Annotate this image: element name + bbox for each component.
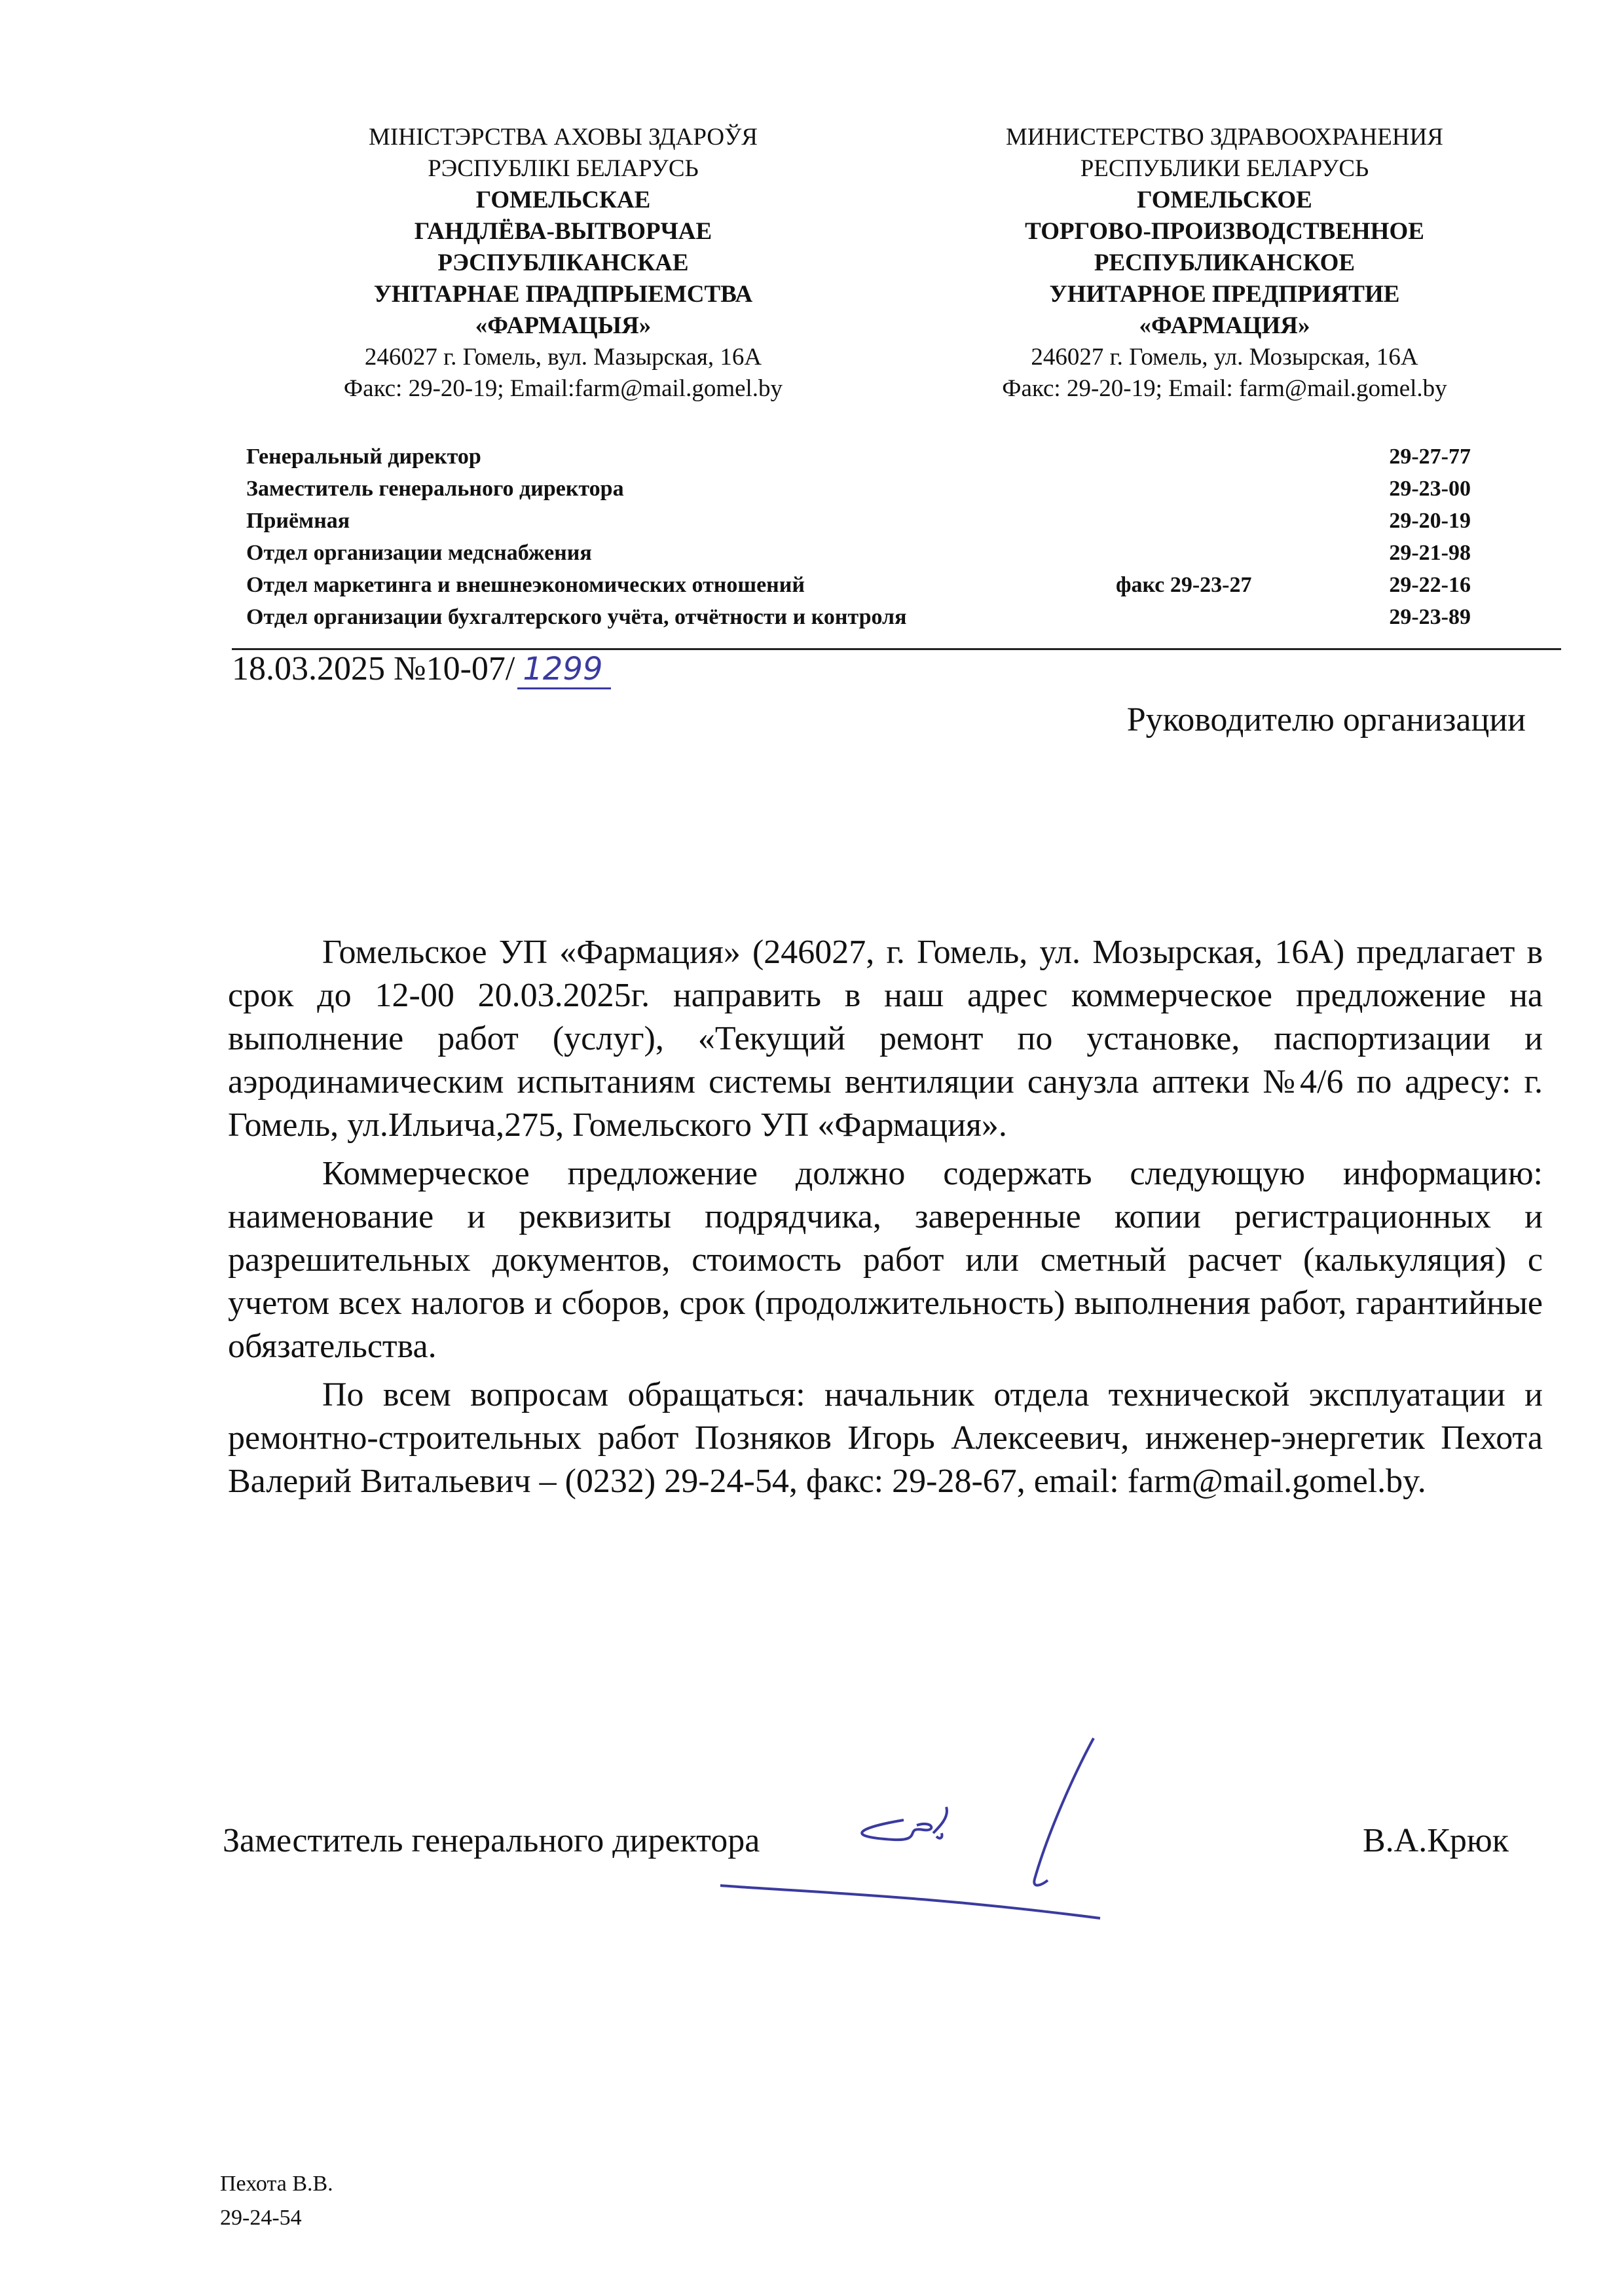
registration-number: 18.03.2025 №10-07/ — [232, 650, 515, 687]
letterhead-russian — [910, 122, 1539, 405]
executor-phone: 29-24-54 — [220, 2206, 302, 2230]
phone-department: Заместитель генерального директора — [246, 477, 624, 501]
signatory-name: В.А.Крюк — [1362, 1822, 1509, 1859]
executor-info — [220, 2167, 333, 2235]
letterhead-line: РЕСПУБЛИКИ БЕЛАРУСЬ — [1080, 155, 1369, 182]
phone-number: 29-27-77 — [1389, 445, 1471, 469]
letterhead-line: Факс: 29-20-19; Email: farm@mail.gomel.by — [1002, 375, 1447, 402]
letterhead-belarusian — [249, 122, 877, 405]
letterhead-line: ТОРГОВО-ПРОИЗВОДСТВЕННОЕ — [1025, 218, 1424, 245]
phone-department: Отдел организации медснабжения — [246, 541, 592, 565]
phone-department: Отдел организации бухгалтерского учёта, отчётности и контроля — [246, 605, 907, 629]
letterhead-line: «ФАРМАЦИЯ» — [1139, 312, 1310, 339]
letterhead-line: 246027 г. Гомель, ул. Мозырская, 16А — [1031, 344, 1418, 371]
body-paragraph: Коммерческое предложение должно содержать следующую информацию: наименование и реквизиты подрядчика, заверенные копии регистрационных и разрешительных документов, стоимость работ или сметный расчет (калькуляция) с учетом всех налогов и сборов, срок (продолжительность) выполнения работ, гарантийные обязательства. — [228, 1155, 1543, 1365]
phone-department: Приёмная — [246, 509, 350, 533]
body-paragraph: По всем вопросам обращаться: начальник отдела технической эксплуатации и ремонтно-строительных работ Позняков Игорь Алексеевич, инженер-энергетик Пехота Валерий Витальевич – (0232) 29-24-54, факс: 29-28-67, email: farm@mail.gomel.by. — [228, 1376, 1543, 1500]
letterhead-line: Факс: 29-20-19; Email:farm@mail.gomel.by — [343, 375, 783, 402]
letterhead-line: РЕСПУБЛИКАНСКОЕ — [1094, 249, 1356, 276]
letterhead-line: УНІТАРНАЕ ПРАДПРЫЕМСТВА — [373, 281, 753, 308]
executor-name: Пехота В.В. — [220, 2172, 333, 2196]
letterhead-line: РЭСПУБЛІКІ БЕЛАРУСЬ — [428, 155, 699, 182]
phone-row — [246, 601, 1471, 633]
phone-directory — [246, 441, 1471, 633]
phone-number: 29-23-00 — [1389, 477, 1471, 501]
letterhead-line: МІНІСТЭРСТВА АХОВЫ ЗДАРОЎЯ — [369, 124, 758, 151]
phone-department: Генеральный директор — [246, 445, 481, 469]
handwritten-outgoing-number: 1299 — [517, 651, 610, 689]
letterhead-line: ГАНДЛЁВА-ВЫТВОРЧАЕ — [414, 218, 712, 245]
letterhead-line: ГОМЕЛЬСКОЕ — [1137, 187, 1312, 213]
phone-number: 29-23-89 — [1389, 605, 1471, 629]
phone-number: 29-21-98 — [1389, 541, 1471, 565]
handwritten-signature — [707, 1728, 1126, 1925]
letterhead-line: РЭСПУБЛІКАНСКАЕ — [437, 249, 689, 276]
phone-number: 29-22-16 — [1389, 573, 1471, 597]
phone-row — [246, 505, 1471, 537]
letterhead-line: УНИТАРНОЕ ПРЕДПРИЯТИЕ — [1049, 281, 1400, 308]
phone-row — [246, 569, 1471, 601]
phone-number: 29-20-19 — [1389, 509, 1471, 533]
letterhead-line: 246027 г. Гомель, вул. Мазырская, 16А — [364, 344, 762, 371]
phone-row — [246, 441, 1471, 473]
letterhead-line: ГОМЕЛЬСКАЕ — [475, 187, 651, 213]
letterhead-line: «ФАРМАЦЫЯ» — [475, 312, 652, 339]
phone-fax: факс 29-23-27 — [1116, 573, 1252, 597]
signatory-title: Заместитель генерального директора — [223, 1822, 760, 1859]
phone-row — [246, 537, 1471, 569]
registration-line — [232, 649, 611, 689]
phone-row — [246, 473, 1471, 505]
letterhead-line: МИНИСТЕРСТВО ЗДРАВООХРАНЕНИЯ — [1006, 124, 1443, 151]
addressee: Руководителю организации — [1126, 701, 1526, 738]
letter-body — [228, 931, 1543, 1508]
body-paragraph: Гомельское УП «Фармация» (246027, г. Гомель, ул. Мозырская, 16А) предлагает в срок до 12-00 20.03.2025г. направить в наш адрес коммерческое предложение на выполнение работ (услуг), «Текущий ремонт по установке, паспортизации и аэродинамическим испытаниям системы вентиляции санузла аптеки №4/6 по адресу: г. Гомель, ул.Ильича,275, Гомельского УП «Фармация». — [228, 934, 1543, 1144]
phone-department: Отдел маркетинга и внешнеэкономических отношений — [246, 573, 805, 597]
